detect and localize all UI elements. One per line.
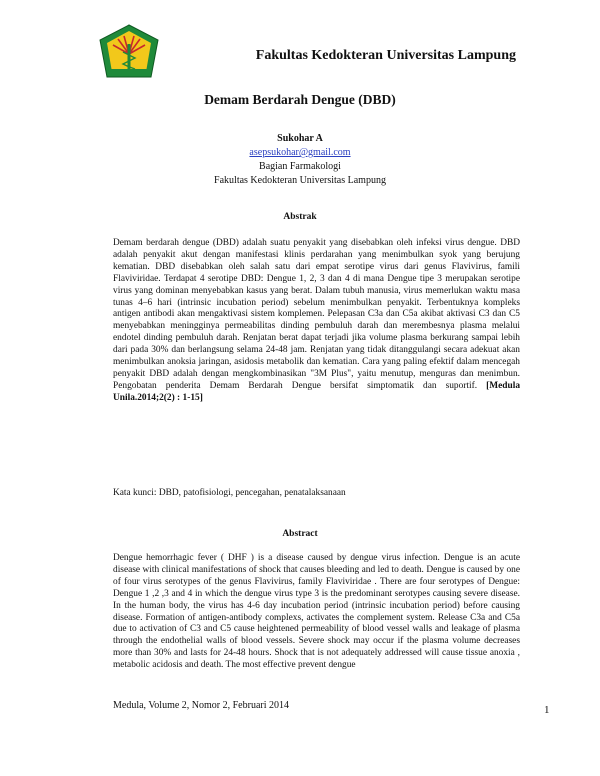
institution-name: Fakultas Kedokteran Universitas Lampung xyxy=(255,48,516,63)
university-logo xyxy=(99,24,159,80)
keywords: Kata kunci: DBD, patofisiologi, pencegahan, penatalaksanaan xyxy=(113,488,346,498)
author-name: Sukohar A xyxy=(277,133,323,144)
author-email-link[interactable]: asepsukohar@gmail.com xyxy=(249,147,351,158)
abstrak-heading: Abstrak xyxy=(283,212,317,222)
article-title: Demam Berdarah Dengue (DBD) xyxy=(204,92,396,107)
journal-footer: Medula, Volume 2, Nomor 2, Februari 2014 xyxy=(113,700,290,711)
author-faculty: Fakultas Kedokteran Universitas Lampung xyxy=(214,175,386,186)
abstrak-body xyxy=(113,238,520,405)
page-number: 1 xyxy=(544,704,550,716)
citation: [Medula Unila.2014;2(2) : 1-15] xyxy=(113,380,521,403)
abstract-heading: Abstract xyxy=(282,529,318,539)
author-block xyxy=(0,132,600,188)
abstract-body: Dengue hemorrhagic fever ( DHF ) is a disease caused by dengue virus infection. Dengue is an acute disease with clinical manifestations of shock that causes bleeding and led to death. Dengue is caused by one of four virus serotypes of the genus Flavivirus, family Flaviviridae . There are four serotypes of Dengue: Dengue 1 ,2 ,3 and 4 in which the dengue virus type 3 is the predominant serotypes causing severe disease. In the human body, the virus has 4-6 day incubation period (intrinsic incubation period) before causing disease. Formation of antigen-antibody complexs, activates the complement system. Release C3a and C5a due to activation of C3 and C5 cause heightened permeability of blood vessel walls and leakage of plasma through the endothelial walls of blood vessels. Severe shock may occur if the plasma volume decreases more than 30% and lasts for 24-48 hours. Shock that is not adequately addressed will cause tissue anoxia , metabolic acidosis and death. The most effective prevent dengue xyxy=(113,553,520,671)
author-department: Bagian Farmakologi xyxy=(259,161,341,172)
abstrak-text: Demam berdarah dengue (DBD) adalah suatu penyakit yang disebabkan oleh infeksi virus dengue. DBD adalah penyakit akut dengan manifestasi klinis perdarahan yang menimbulkan syok yang berujung kematian. DBD disebabkan oleh salah satu dari empat serotipe virus dari genus Flavivirus, famili Flaviviridae. Terdapat 4 serotipe DBD: Dengue 1, 2, 3 dan 4 di mana Dengue tipe 3 merupakan serotipe virus yang dominan menyebabkan kasus yang berat. Dalam tubuh manusia, virus memerlukan waktu masa tunas 4–6 hari (intrinsic incubation period) sebelum menimbulkan penyakit. Terbentuknya kompleks antigen antibodi akan mengaktivasi sistem komplemen. Pelepasan C3a dan C5a akibat aktivasi C3 dan C5 menyebabkan meningginya permeabilitas dinding pembuluh darah dan merembesnya plasma melalui endotel dinding pembuluh darah. Renjatan berat dapat terjadi jika volume plasma berkurang sampai lebih dari pada 30% dan berlangsung selama 24-48 jam. Renjatan yang tidak ditanggulangi secara adekuat akan menimbulkan anoksia jaringan, asidosis metabolik dan kematian. Cara yang paling efektif dalam mencegah penyakit DBD adalah dengan mengkombinasikan "3M Plus", yaitu menutup, menguras dan menimbun. Pengobatan penderita Demam Berdarah Dengue bersifat simptomatik dan suportif. xyxy=(113,238,520,391)
